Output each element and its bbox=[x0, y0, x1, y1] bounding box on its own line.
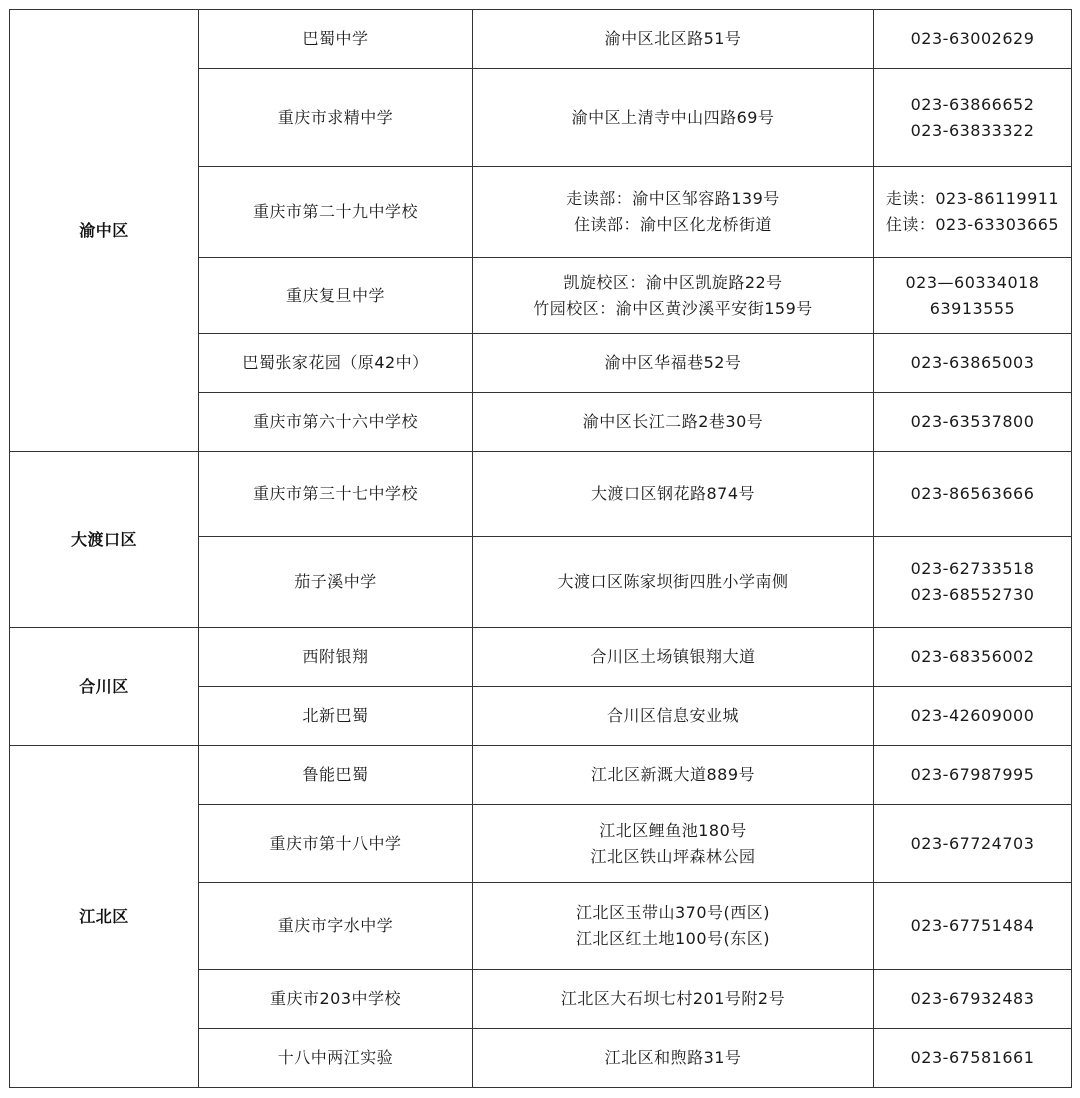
phone-cell-line: 住读：023-63303665 bbox=[885, 215, 1060, 234]
school-name-cell: 北新巴蜀 bbox=[199, 687, 473, 746]
phone-cell-line: 023—60334018 bbox=[905, 272, 1040, 292]
phone-cell-line: 023-67751484 bbox=[910, 916, 1035, 935]
school-name-cell: 茄子溪中学 bbox=[199, 537, 473, 628]
address-cell bbox=[473, 393, 874, 452]
address-cell bbox=[473, 746, 874, 805]
phone-cell-line: 023-62733518 bbox=[910, 559, 1035, 578]
address-cell bbox=[473, 687, 874, 746]
address-cell bbox=[473, 167, 874, 258]
phone-cell bbox=[874, 805, 1072, 883]
address-cell-line: 渝中区北区路51号 bbox=[604, 29, 742, 48]
address-cell bbox=[473, 258, 874, 334]
address-cell-line: 住读部：渝中区化龙桥街道 bbox=[573, 215, 772, 234]
school-name-cell: 重庆复旦中学 bbox=[199, 258, 473, 334]
phone-cell bbox=[874, 1029, 1072, 1088]
address-cell-line: 江北区鲤鱼池180号 bbox=[599, 820, 747, 840]
address-cell bbox=[473, 537, 874, 628]
school-name-cell: 重庆市第六十六中学校 bbox=[199, 393, 473, 452]
address-cell bbox=[473, 334, 874, 393]
phone-cell bbox=[874, 970, 1072, 1029]
phone-cell bbox=[874, 10, 1072, 69]
school-name-cell: 鲁能巴蜀 bbox=[199, 746, 473, 805]
phone-cell-line: 023-63002629 bbox=[910, 29, 1035, 48]
address-cell bbox=[473, 10, 874, 69]
phone-cell-line: 023-63866652 bbox=[910, 94, 1035, 114]
address-cell bbox=[473, 1029, 874, 1088]
address-cell-line: 江北区铁山坪森林公园 bbox=[590, 846, 756, 866]
phone-cell bbox=[874, 334, 1072, 393]
phone-cell-line: 023-67932483 bbox=[910, 989, 1035, 1008]
address-cell-line: 江北区大石坝七村201号附2号 bbox=[560, 989, 786, 1008]
address-cell-line: 江北区玉带山370号(西区) bbox=[575, 903, 771, 922]
school-name-cell: 巴蜀中学 bbox=[199, 10, 473, 69]
school-name-cell: 十八中两江实验 bbox=[199, 1029, 473, 1088]
phone-cell-line: 023-63833322 bbox=[910, 120, 1035, 140]
address-cell-line: 渝中区上清寺中山四路69号 bbox=[571, 107, 775, 127]
table-row bbox=[10, 746, 1072, 805]
phone-cell-line: 023-67581661 bbox=[910, 1048, 1035, 1067]
phone-cell bbox=[874, 746, 1072, 805]
address-cell-line: 凯旋校区：渝中区凯旋路22号 bbox=[563, 272, 783, 292]
phone-cell-line: 023-42609000 bbox=[910, 706, 1035, 725]
phone-cell-line: 023-68552730 bbox=[910, 585, 1035, 604]
address-cell bbox=[473, 883, 874, 970]
school-name-cell: 重庆市字水中学 bbox=[199, 883, 473, 970]
address-cell bbox=[473, 452, 874, 537]
address-cell-line: 走读部：渝中区邹容路139号 bbox=[566, 189, 780, 208]
table-row bbox=[10, 10, 1072, 69]
phone-cell-line: 023-68356002 bbox=[910, 647, 1035, 666]
school-name-cell: 重庆市203中学校 bbox=[199, 970, 473, 1029]
phone-cell-line: 023-67987995 bbox=[910, 765, 1035, 784]
address-cell-line: 合川区信息安业城 bbox=[606, 706, 739, 725]
school-directory-table bbox=[9, 9, 1072, 1088]
phone-cell bbox=[874, 69, 1072, 167]
school-name-cell: 重庆市第三十七中学校 bbox=[199, 452, 473, 537]
address-cell-line: 江北区红土地100号(东区) bbox=[575, 929, 771, 948]
table-row bbox=[10, 628, 1072, 687]
phone-cell bbox=[874, 167, 1072, 258]
table-body bbox=[10, 10, 1072, 1088]
phone-cell bbox=[874, 537, 1072, 628]
phone-cell-line: 023-67724703 bbox=[910, 833, 1035, 853]
address-cell-line: 大渡口区陈家坝街四胜小学南侧 bbox=[557, 572, 789, 591]
school-name-cell: 西附银翔 bbox=[199, 628, 473, 687]
address-cell bbox=[473, 69, 874, 167]
phone-cell bbox=[874, 628, 1072, 687]
phone-cell-line: 023-63865003 bbox=[910, 353, 1035, 372]
address-cell-line: 大渡口区钢花路874号 bbox=[590, 484, 756, 503]
phone-cell bbox=[874, 258, 1072, 334]
phone-cell-line: 63913555 bbox=[929, 298, 1016, 318]
district-cell: 大渡口区 bbox=[10, 452, 199, 628]
address-cell bbox=[473, 628, 874, 687]
district-cell: 合川区 bbox=[10, 628, 199, 746]
address-cell-line: 渝中区长江二路2巷30号 bbox=[582, 412, 764, 431]
phone-cell bbox=[874, 687, 1072, 746]
phone-cell-line: 023-86563666 bbox=[910, 484, 1035, 503]
address-cell bbox=[473, 970, 874, 1029]
school-name-cell: 重庆市求精中学 bbox=[199, 69, 473, 167]
school-name-cell: 巴蜀张家花园（原42中） bbox=[199, 334, 473, 393]
phone-cell bbox=[874, 393, 1072, 452]
phone-cell-line: 023-63537800 bbox=[910, 412, 1035, 431]
address-cell-line: 竹园校区：渝中区黄沙溪平安街159号 bbox=[533, 298, 813, 318]
address-cell-line: 合川区土场镇银翔大道 bbox=[590, 647, 756, 666]
table-row bbox=[10, 452, 1072, 537]
phone-cell-line: 走读：023-86119911 bbox=[885, 189, 1060, 208]
address-cell-line: 江北区和煦路31号 bbox=[604, 1048, 742, 1067]
phone-cell bbox=[874, 452, 1072, 537]
address-cell-line: 江北区新溉大道889号 bbox=[590, 765, 756, 784]
phone-cell bbox=[874, 883, 1072, 970]
district-cell: 渝中区 bbox=[10, 10, 199, 452]
school-name-cell: 重庆市第二十九中学校 bbox=[199, 167, 473, 258]
address-cell-line: 渝中区华福巷52号 bbox=[604, 353, 742, 372]
address-cell bbox=[473, 805, 874, 883]
district-cell: 江北区 bbox=[10, 746, 199, 1088]
school-name-cell: 重庆市第十八中学 bbox=[199, 805, 473, 883]
